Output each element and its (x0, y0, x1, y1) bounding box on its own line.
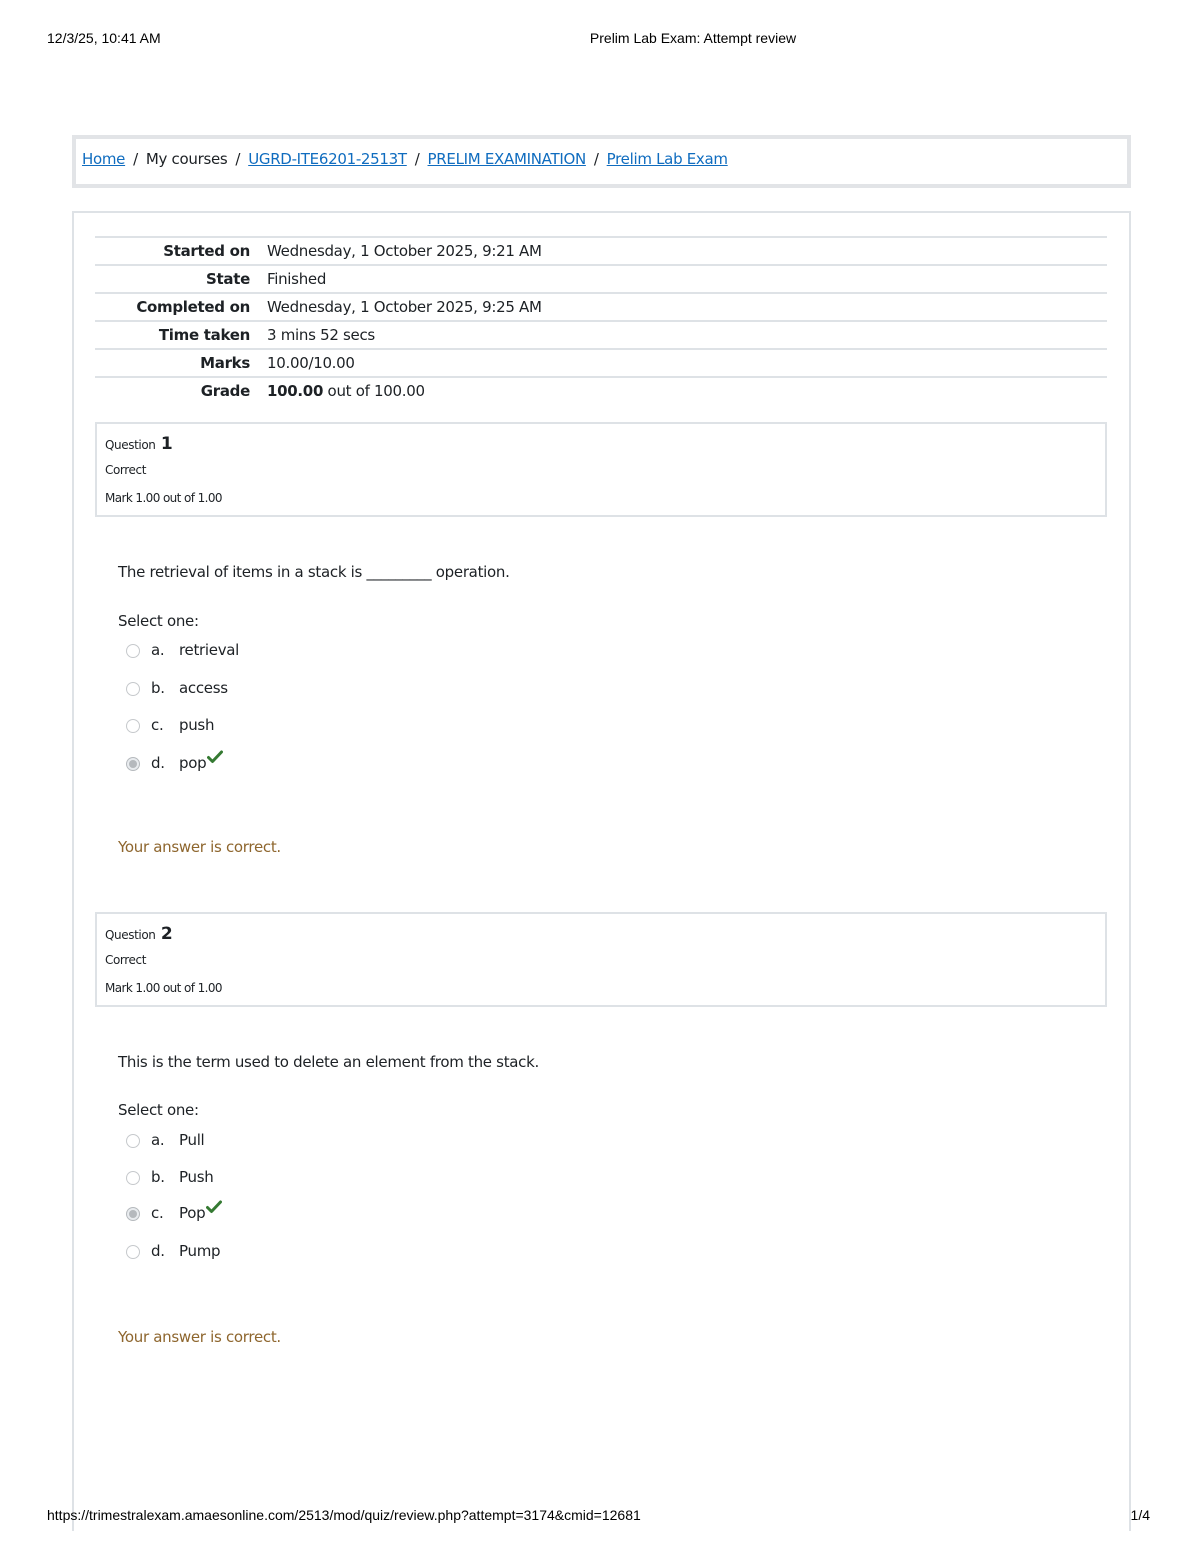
question-number-value: 1 (160, 434, 173, 454)
print-url: https://trimestralexam.amaesonline.com/2513/mod/quiz/review.php?attempt=3174&cmid=12681 (47, 1507, 641, 1523)
question-1-option-d[interactable] (126, 753, 526, 775)
breadcrumb-separator: / (414, 150, 420, 168)
breadcrumb-container (72, 135, 1131, 188)
summary-key: Started on (163, 242, 250, 260)
option-label: Pull (179, 1131, 205, 1149)
summary-key: Time taken (158, 326, 250, 344)
option-letter: a. (151, 641, 165, 659)
radio-button[interactable] (126, 682, 140, 696)
breadcrumb-separator: / (235, 150, 241, 168)
option-label: Push (179, 1168, 214, 1186)
question-label: Question (105, 438, 156, 452)
summary-key: Completed on (136, 298, 250, 316)
summary-value: 3 mins 52 secs (267, 326, 375, 344)
summary-value: Wednesday, 1 October 2025, 9:21 AM (267, 242, 542, 260)
option-label: Pop (179, 1204, 206, 1222)
print-page-number: 1/4 (1130, 1507, 1150, 1523)
question-1-feedback: Your answer is correct. (118, 838, 281, 856)
question-state: Correct (105, 953, 146, 967)
option-letter: b. (151, 679, 165, 697)
question-1-info (95, 422, 1107, 517)
question-2-text: This is the term used to delete an element from the stack. (118, 1053, 539, 1071)
option-label: push (179, 716, 215, 734)
summary-key: Grade (200, 382, 250, 400)
question-state: Correct (105, 463, 146, 477)
radio-button[interactable] (126, 1245, 140, 1259)
radio-button-selected[interactable] (126, 757, 140, 771)
summary-value: Wednesday, 1 October 2025, 9:25 AM (267, 298, 542, 316)
option-letter: d. (151, 1242, 165, 1260)
breadcrumb-quiz-link[interactable]: Prelim Lab Exam (606, 150, 728, 168)
option-letter: b. (151, 1168, 165, 1186)
question-1-text: The retrieval of items in a stack is _________ operation. (118, 563, 510, 581)
option-label: Pump (179, 1242, 221, 1260)
question-number (105, 434, 172, 454)
print-title: Prelim Lab Exam: Attempt review (589, 30, 797, 46)
question-2-info (95, 912, 1107, 1007)
summary-value (267, 382, 425, 400)
summary-row-state (95, 264, 1107, 292)
option-label-wrap (179, 754, 223, 772)
option-letter: c. (151, 1204, 164, 1222)
question-2-prompt: Select one: (118, 1101, 199, 1119)
option-label-wrap (179, 1204, 222, 1222)
check-icon (207, 750, 223, 764)
radio-button[interactable] (126, 644, 140, 658)
attempt-summary-table (95, 236, 1107, 406)
question-1-option-c[interactable] (126, 715, 526, 737)
question-mark: Mark 1.00 out of 1.00 (105, 491, 222, 505)
breadcrumb-course-link[interactable]: UGRD-ITE6201-2513T (248, 150, 407, 168)
question-2-option-b[interactable] (126, 1167, 526, 1189)
summary-row-started-on (95, 236, 1107, 264)
question-2-option-d[interactable] (126, 1241, 526, 1263)
question-2-option-c[interactable] (126, 1203, 526, 1225)
question-number-value: 2 (160, 924, 173, 944)
option-letter: d. (151, 754, 165, 772)
grade-score: 100.00 (267, 382, 324, 400)
breadcrumb-section-link[interactable]: PRELIM EXAMINATION (427, 150, 586, 168)
option-label: pop (179, 754, 207, 772)
question-1-option-b[interactable] (126, 678, 526, 700)
question-mark: Mark 1.00 out of 1.00 (105, 981, 222, 995)
summary-row-marks (95, 348, 1107, 376)
option-label: retrieval (179, 641, 240, 659)
question-2-feedback: Your answer is correct. (118, 1328, 281, 1346)
summary-row-grade (95, 376, 1107, 406)
option-letter: a. (151, 1131, 165, 1149)
radio-button[interactable] (126, 1171, 140, 1185)
radio-button[interactable] (126, 1134, 140, 1148)
summary-row-time-taken (95, 320, 1107, 348)
grade-total: out of 100.00 (323, 382, 425, 400)
summary-key: Marks (200, 354, 250, 372)
breadcrumb-separator: / (133, 150, 138, 168)
question-number (105, 924, 172, 944)
breadcrumb-home-link[interactable]: Home (82, 150, 126, 168)
question-1-prompt: Select one: (118, 612, 199, 630)
summary-value: Finished (267, 270, 327, 288)
radio-button-selected[interactable] (126, 1207, 140, 1221)
question-2-option-a[interactable] (126, 1130, 526, 1152)
breadcrumb-separator: / (593, 150, 599, 168)
summary-value: 10.00/10.00 (267, 354, 355, 372)
breadcrumb (82, 150, 728, 168)
summary-row-completed-on (95, 292, 1107, 320)
question-1-option-a[interactable] (126, 640, 526, 662)
summary-key: State (206, 270, 250, 288)
question-label: Question (105, 928, 156, 942)
radio-button[interactable] (126, 719, 140, 733)
breadcrumb-my-courses: My courses (145, 150, 228, 168)
option-label: access (179, 679, 228, 697)
print-date: 12/3/25, 10:41 AM (47, 30, 161, 46)
option-letter: c. (151, 716, 164, 734)
check-icon (206, 1200, 222, 1214)
